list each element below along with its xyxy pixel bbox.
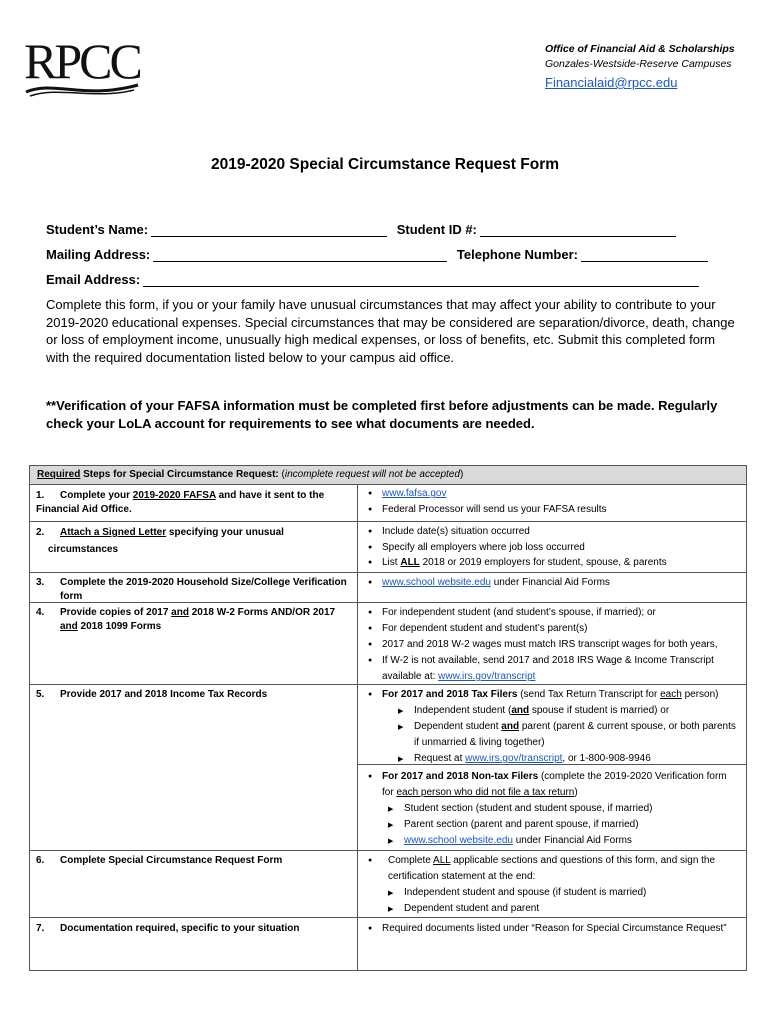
step-3-details <box>368 575 738 591</box>
step-text: Documentation required, specific to your situation <box>60 923 300 934</box>
sub-item: ▶ Dependent student and parent <box>388 901 738 917</box>
verification-notice: **Verification of your FAFSA information must be completed first before adjustments can be made. Regularly check your LoLA account for requirements to see what documents are needed. <box>46 398 718 431</box>
name-id-row <box>46 222 682 237</box>
step-number: 6. <box>36 855 45 866</box>
item-text: applicable sections and questions of this form, and sign the certification statement at the end: <box>388 855 716 882</box>
item-text: List <box>382 557 401 568</box>
mailing-address-label: Mailing Address: <box>46 247 151 262</box>
rpcc-logo <box>24 33 140 100</box>
school-website-link[interactable]: www.school website.edu <box>404 835 513 846</box>
and-emphasis: and <box>511 705 530 716</box>
irs-transcript-link[interactable]: www.irs.gov/transcript <box>438 671 536 682</box>
list-item: ● For dependent student and student’s parent(s) <box>368 621 738 637</box>
student-name-field[interactable] <box>151 223 387 237</box>
list-item: ● Specify all employers where job loss occurred <box>368 540 738 556</box>
list-item: ● Required documents listed under “Reason for Special Circumstance Request” <box>368 921 738 937</box>
school-website-link[interactable]: www.school website.edu <box>382 577 491 588</box>
requirements-table <box>29 465 747 971</box>
sub-divider <box>357 764 746 765</box>
list-item <box>368 853 738 885</box>
step-text: specifying your unusual <box>166 527 284 538</box>
list-item <box>368 486 738 502</box>
item-text: under Financial Aid Forms <box>490 577 610 588</box>
signed-letter-label: Attach a Signed Letter <box>60 527 167 538</box>
item-text: Dependent student <box>414 721 502 732</box>
irs-transcript-link[interactable]: www.irs.gov/transcript <box>465 753 563 764</box>
each-emphasis: each <box>660 689 682 700</box>
list-item: ● For independent student (and student’s spouse, if married); or <box>368 605 738 621</box>
fafsa-label: 2019-2020 FAFSA <box>132 490 216 501</box>
header-note: incomplete request will not be accepted <box>284 469 460 480</box>
item-text: Complete <box>388 855 434 866</box>
header-required: Required <box>37 469 81 480</box>
logo-text: RPCC <box>24 33 140 89</box>
student-id-field[interactable] <box>480 223 676 237</box>
step-number: 7. <box>36 923 45 934</box>
step-text: Complete your <box>60 490 133 501</box>
step-text: Complete Special Circumstance Request Form <box>60 855 283 866</box>
list-item: ● Include date(s) situation occurred <box>368 524 738 540</box>
and-emphasis: and <box>501 721 520 732</box>
item-text: (send Tax Return Transcript for <box>517 689 661 700</box>
campus-list: Gonzales-Westside-Reserve Campuses <box>545 58 732 70</box>
step-text: Provide 2017 and 2018 Income Tax Records <box>60 689 268 700</box>
step-text: Complete the 2019-2020 Household Size/College Verification form <box>60 577 347 602</box>
step-4 <box>36 606 351 634</box>
email-address-field[interactable] <box>143 273 699 287</box>
step-5-tax-filers <box>368 687 738 767</box>
item-text: If W-2 is not available, send 2017 and 2018 IRS Wage & Income Transcript available at: <box>382 655 714 682</box>
step-3 <box>36 576 351 604</box>
email-row <box>46 272 705 287</box>
step-text: circumstances <box>48 544 119 555</box>
item-text: spouse if student is married) or <box>529 705 670 716</box>
non-tax-filers-heading: For 2017 and 2018 Non-tax Filers <box>382 771 539 782</box>
item-text: Request at <box>414 753 466 764</box>
item-text: Independent student ( <box>414 705 512 716</box>
item-text: 2018 or 2019 employers for student, spouse, & parents <box>419 557 667 568</box>
step-2 <box>36 526 351 557</box>
table-row-5 <box>30 684 746 851</box>
list-item <box>368 687 738 703</box>
step-text: 2018 W-2 Forms AND/OR 2017 <box>188 607 336 618</box>
step-text: and have it sent to the Financial Aid Office. <box>36 490 325 515</box>
email-address-label: Email Address: <box>46 272 141 287</box>
and-emphasis: and <box>60 621 78 632</box>
step-1-details <box>368 486 738 517</box>
table-row-1 <box>30 486 746 520</box>
list-item <box>368 575 738 591</box>
step-5 <box>36 688 351 702</box>
step-4-details <box>368 605 738 685</box>
table-row-7 <box>30 917 746 971</box>
sub-item: ▶ Independent student and spouse (if student is married) <box>388 885 738 901</box>
sub-item <box>398 719 738 751</box>
mailing-address-field[interactable] <box>153 248 447 262</box>
list-item <box>368 653 738 685</box>
list-item: ● Federal Processor will send us your FAFSA results <box>368 502 738 518</box>
sub-item <box>388 833 738 849</box>
table-row-2 <box>30 521 746 572</box>
office-name: Office of Financial Aid & Scholarships <box>545 43 735 55</box>
table-row-6 <box>30 850 746 918</box>
item-text: (complete the 2019-2020 Verification form for <box>382 771 727 798</box>
step-7-details <box>368 921 738 937</box>
item-text: person) <box>681 689 719 700</box>
item-text: parent (parent & current spouse, or both parents if unmarried & living together) <box>414 721 736 748</box>
list-item <box>368 555 738 571</box>
step-7 <box>36 922 351 936</box>
step-number: 4. <box>36 607 45 618</box>
list-item <box>368 769 738 801</box>
item-text: ) <box>574 787 578 798</box>
intro-paragraph: Complete this form, if you or your family have unusual circumstances that may affect your ability to contribute to your 2019-2020 educational expenses. Special circumstances that may be considered are separation/divorce, death, change or loss of employment income, unusually high medical expenses, or loss of benefits, etc. Submit this completed form with the required documentation listed below to your campus aid office. <box>46 297 735 365</box>
table-header: Required Steps for Special Circumstance Request: (incomplete request will not be accepted) <box>30 466 746 485</box>
tax-filers-heading: For 2017 and 2018 Tax Filers <box>382 689 518 700</box>
item-emphasis: ALL <box>400 557 420 568</box>
sub-item <box>398 703 738 719</box>
step-number: 1. <box>36 490 45 501</box>
student-name-label: Student’s Name: <box>46 222 149 237</box>
table-row-3 <box>30 572 746 603</box>
fafsa-link[interactable]: www.fafsa.gov <box>382 488 447 499</box>
form-title: 2019-2020 Special Circumstance Request Form <box>210 156 560 173</box>
step-number: 2. <box>36 527 45 538</box>
sub-item: ▶ Parent section (parent and parent spouse, if married) <box>388 817 738 833</box>
step-number: 3. <box>36 577 45 588</box>
list-item: ● 2017 and 2018 W-2 wages must match IRS transcript wages for both years, <box>368 637 738 653</box>
step-5-non-tax-filers <box>368 769 738 849</box>
student-id-label: Student ID #: <box>396 222 477 237</box>
header-steps: Steps for Special Circumstance Request: <box>83 469 279 480</box>
item-text: , or 1-800-908-9946 <box>562 753 651 764</box>
address-phone-row <box>46 247 714 262</box>
table-row-4 <box>30 602 746 685</box>
sub-item: ▶ Student section (student and student spouse, if married) <box>388 801 738 817</box>
each-person-emphasis: each person who did not file a tax return <box>396 787 575 798</box>
step-text: Provide copies of 2017 <box>60 607 172 618</box>
step-text: 2018 1099 Forms <box>77 621 162 632</box>
step-6-details <box>368 853 738 917</box>
step-2-details <box>368 524 738 571</box>
item-text: under Financial Aid Forms <box>512 835 632 846</box>
telephone-label: Telephone Number: <box>456 247 578 262</box>
office-info <box>545 42 735 90</box>
step-number: 5. <box>36 689 45 700</box>
step-6 <box>36 854 351 868</box>
telephone-field[interactable] <box>581 248 708 262</box>
step-1 <box>36 489 351 517</box>
and-emphasis: and <box>171 607 189 618</box>
office-email-link[interactable]: Financialaid@rpcc.edu <box>545 75 678 90</box>
all-emphasis: ALL <box>433 855 451 866</box>
